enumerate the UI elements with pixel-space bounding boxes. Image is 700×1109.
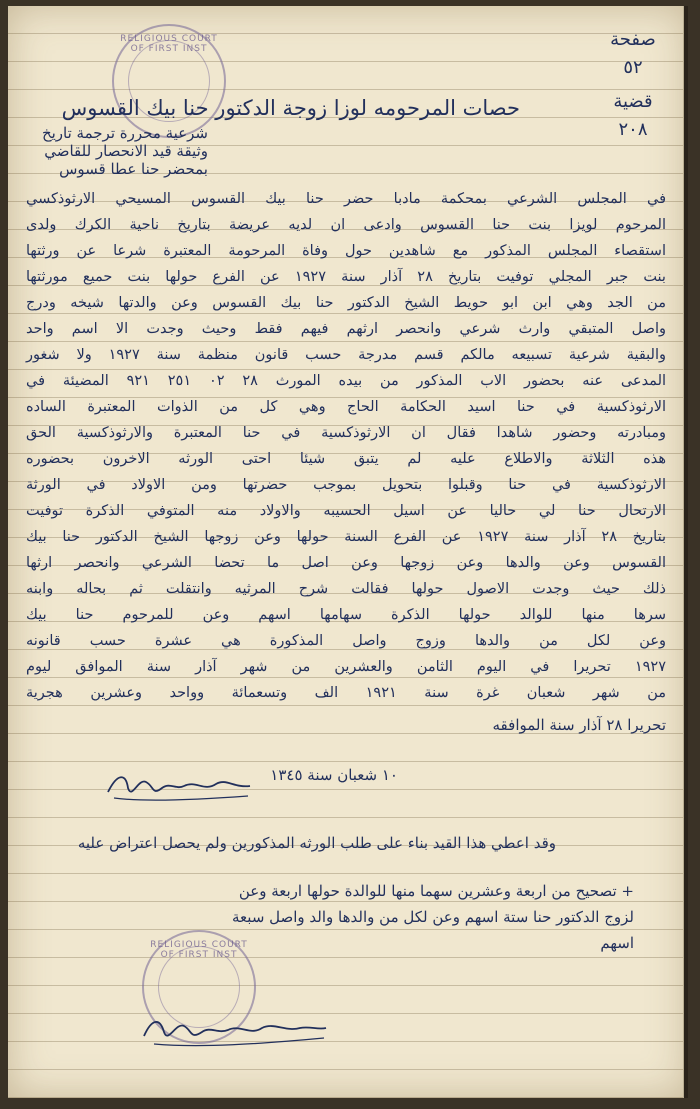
note-approval: وقد اعطي هذا القيد بناء على طلب الورثه المذكورين ولم يحصل اعتراض عليه bbox=[77, 834, 556, 852]
heading-line-3: بمحضر حنا عطا قسوس bbox=[59, 160, 208, 178]
folio-number: ٥٢ bbox=[623, 57, 643, 78]
body-line-16: ذلك حيث وجدت الاصول حولها فقالت شرح المرثيه وانتقلت ثم بحاله وابنه bbox=[26, 581, 666, 597]
binding-edge bbox=[684, 6, 688, 1098]
stamp-label-top: RELIGIOUS COURT OF FIRST INST bbox=[120, 34, 218, 54]
document-title: حصات المرحومه لوزا زوجة الدكتور حنا بيك القسوس bbox=[61, 96, 520, 120]
court-stamp-top bbox=[112, 24, 226, 138]
note-correction-line-3: اسهم bbox=[600, 934, 634, 952]
body-line-19: ١٩٢٧ تحريرا في اليوم الثامن والعشرين من شهر آذار سنة الموافق ليوم bbox=[26, 659, 666, 675]
date-line-hijri: ١٠ شعبان سنة ١٣٤٥ bbox=[270, 766, 398, 784]
body-line-10: ومبادرته وحضور شاهدا فقال ان الارثوذكسية في حنا المعتبرة والارثوذكسية الحق bbox=[26, 425, 666, 441]
note-correction-line-2: لزوج الدكتور حنا ستة اسهم وعن لكل من والدها والد واصل سبعة bbox=[232, 908, 634, 926]
body-line-7: والبقية شرعية تسبيعه مالكم قسم مدرجة حسب قانون منظمة سنة ١٩٢٧ ولا شغور bbox=[26, 347, 666, 363]
body-line-9: الارثوذكسية في حنا اسيد الحكامة الحاج وهي كل من الذوات المعتبرة الساده bbox=[26, 399, 666, 415]
heading-line-2: وثيقة قيد الانحصار للقاضي bbox=[44, 142, 208, 160]
judge-signature-1 bbox=[104, 766, 254, 806]
folio-word: صفحة bbox=[610, 29, 656, 50]
body-line-1: في المجلس الشرعي بمحكمة مادبا حضر حنا بيك القسوس المسيحي الارثوذكسي bbox=[26, 191, 666, 207]
folio-box bbox=[598, 26, 668, 144]
body-line-20: من شهر شعبان غرة سنة ١٩٢١ الف وتسعمائة وواحد وعشرين هجرية bbox=[26, 685, 667, 701]
body-line-6: واصل المتبقي وارث شرعي وانحصر ارثهم فيهم فقط وحيث وجدت الا اسم واحد bbox=[26, 321, 666, 337]
body-line-14: بتاريخ ٢٨ آذار سنة ١٩٢٧ عن الفرع السنة حولها وعن زوجها الشيخ الدكتور حنا بيك bbox=[26, 529, 666, 545]
body-line-2: المرحوم لويزا بنت حنا القسوس وادعى ان لديه عريضة بتاريخ ناحية الكرك ولدى bbox=[26, 217, 666, 233]
body-line-15: القسوس وعن والدها وعن زوجها وعن اصل ما تحضا الشرعي وانحصر ارثها bbox=[26, 555, 666, 571]
body-line-12: الارثوذكسية في حنا وقبلوا بتحويل بموجب حضرتها ومن الاولاد في الورثة bbox=[26, 477, 666, 493]
judge-signature-2 bbox=[140, 1010, 330, 1052]
body-line-4: بنت جبر المجلي توفيت بتاريخ ٢٨ آذار سنة ١٩٢٧ عن الفرع حولها بنت حميع مورثتها bbox=[26, 269, 666, 285]
stamp-label-bottom: RELIGIOUS COURT OF FIRST INST bbox=[150, 940, 248, 960]
case-number: ٢٠٨ bbox=[618, 119, 648, 140]
body-line-8: المدعى عنه بحضور الاب المذكور من بيده المورث ٢٨ ٠٢ ٢٥١ ٩٢١ المضيئة في bbox=[26, 373, 667, 389]
document-page bbox=[8, 6, 688, 1098]
body-line-11: هذه الثلاثة والاطلاع عليه لم يتبق شيئا احتى الورثه الاخرون بحضوره bbox=[26, 451, 666, 467]
heading-line-1: شرعية محررة ترجمة تاريخ bbox=[41, 124, 208, 142]
body-line-17: سرها منها للوالد حولها الذكرة سهامها اسهم وعن للمرحوم حنا بيك bbox=[26, 607, 666, 623]
body-line-13: الارتحال حنا لي حاليا عن اسيل الحسيبه والاولاد منه المتوفي الذكرة توفيت bbox=[26, 503, 666, 519]
body-line-18: وعن لكل من والدها وزوج واصل المذكورة هي عشرة حسب قانونه bbox=[26, 633, 666, 649]
case-word: قضية bbox=[613, 91, 653, 112]
note-correction-line-1: + تصحيح من اربعة وعشرين سهما منها للوالدة حولها اربعة وعن bbox=[238, 882, 634, 900]
date-margin-note: تحريرا ٢٨ آذار سنة الموافقه bbox=[492, 716, 666, 734]
body-line-3: استقصاء المجلس المذكور مع شاهدين حول وفاة المرحومة المعتبرة شرعا عن ورثتها bbox=[26, 243, 666, 259]
body-line-5: من الجد وهي ابن ابو حويط الشيخ الدكتور حنا بيك القسوس وعن والدتها شيخه ودرج bbox=[26, 295, 666, 311]
